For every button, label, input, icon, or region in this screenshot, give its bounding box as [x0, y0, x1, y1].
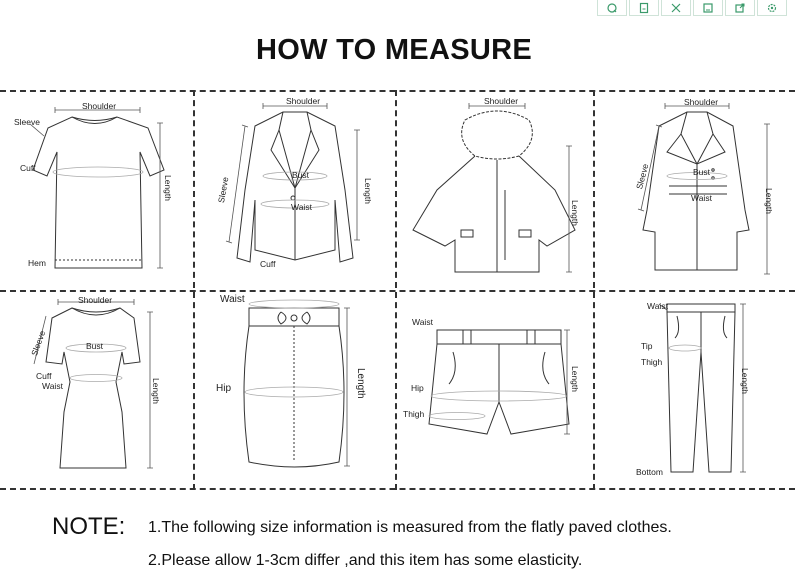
cuff-label: Cuff	[20, 163, 36, 173]
toolbar	[597, 0, 797, 16]
dress-diagram	[0, 292, 193, 488]
shoulder-label: Shoulder	[484, 96, 519, 106]
bust-label: Bust	[292, 170, 310, 180]
length-label: Length	[570, 200, 580, 226]
cuff-label: Cuff	[260, 259, 276, 269]
note-line-1: 1.The following size information is measured from the flatly paved clothes.	[148, 519, 672, 536]
length-label: Length	[740, 368, 750, 394]
length-label: Length	[151, 378, 161, 404]
cuff-label: Cuff	[36, 371, 52, 381]
hem-label: Hem	[28, 258, 46, 268]
download-icon[interactable]	[693, 0, 723, 16]
waist-label: Waist	[412, 317, 433, 327]
skirt-diagram	[195, 292, 395, 488]
hip-label: Hip	[216, 383, 232, 394]
waist-label: Waist	[220, 294, 245, 305]
grid-line	[0, 488, 795, 490]
waist-label: Waist	[291, 202, 312, 212]
waist-label: Waist	[42, 381, 63, 391]
sleeve-label: Sleeve	[29, 329, 48, 358]
shorts-diagram	[397, 292, 593, 488]
cape-drawing	[397, 90, 593, 290]
hip-label: Hip	[411, 383, 424, 393]
note-label: NOTE:	[52, 513, 126, 540]
pants-diagram	[595, 292, 795, 488]
shoulder-label: Shoulder	[286, 96, 321, 106]
length-label: Length	[163, 175, 173, 201]
sleeve-label: Sleeve	[216, 176, 231, 204]
bust-label: Bust	[693, 167, 711, 177]
tip-label: Tip	[641, 341, 653, 351]
coat-diagram	[595, 90, 795, 290]
bottom-label: Bottom	[636, 467, 663, 477]
length-label: Length	[764, 188, 774, 214]
share-icon[interactable]	[725, 0, 755, 16]
waist-label: Waist	[647, 301, 668, 311]
blazer-diagram	[195, 90, 395, 290]
copy-icon[interactable]	[597, 0, 627, 16]
sleeve-label: Sleeve	[14, 117, 40, 127]
note-line-2: 2.Please allow 1-3cm differ ,and this item has some elasticity.	[148, 552, 583, 569]
shoulder-label: Shoulder	[78, 295, 113, 305]
waist-label: Waist	[691, 193, 712, 203]
shoulder-label: Shoulder	[684, 97, 719, 107]
settings-icon[interactable]	[757, 0, 787, 16]
save-icon[interactable]	[629, 0, 659, 16]
tshirt-diagram	[0, 90, 193, 290]
shoulder-label: Shoulder	[82, 101, 117, 111]
expand-icon[interactable]	[661, 0, 691, 16]
thigh-label: Thigh	[641, 357, 663, 367]
length-label: Length	[355, 368, 366, 399]
length-label: Length	[570, 366, 580, 392]
measure-grid	[0, 90, 795, 490]
bust-label: Bust	[86, 341, 104, 351]
dress-drawing	[0, 292, 193, 488]
cape-diagram	[397, 90, 593, 290]
page-title: HOW TO MEASURE	[256, 34, 532, 66]
length-label: Length	[363, 178, 373, 204]
thigh-label: Thigh	[403, 409, 425, 419]
sleeve-label: Sleeve	[634, 162, 651, 191]
pants-drawing	[595, 292, 795, 488]
